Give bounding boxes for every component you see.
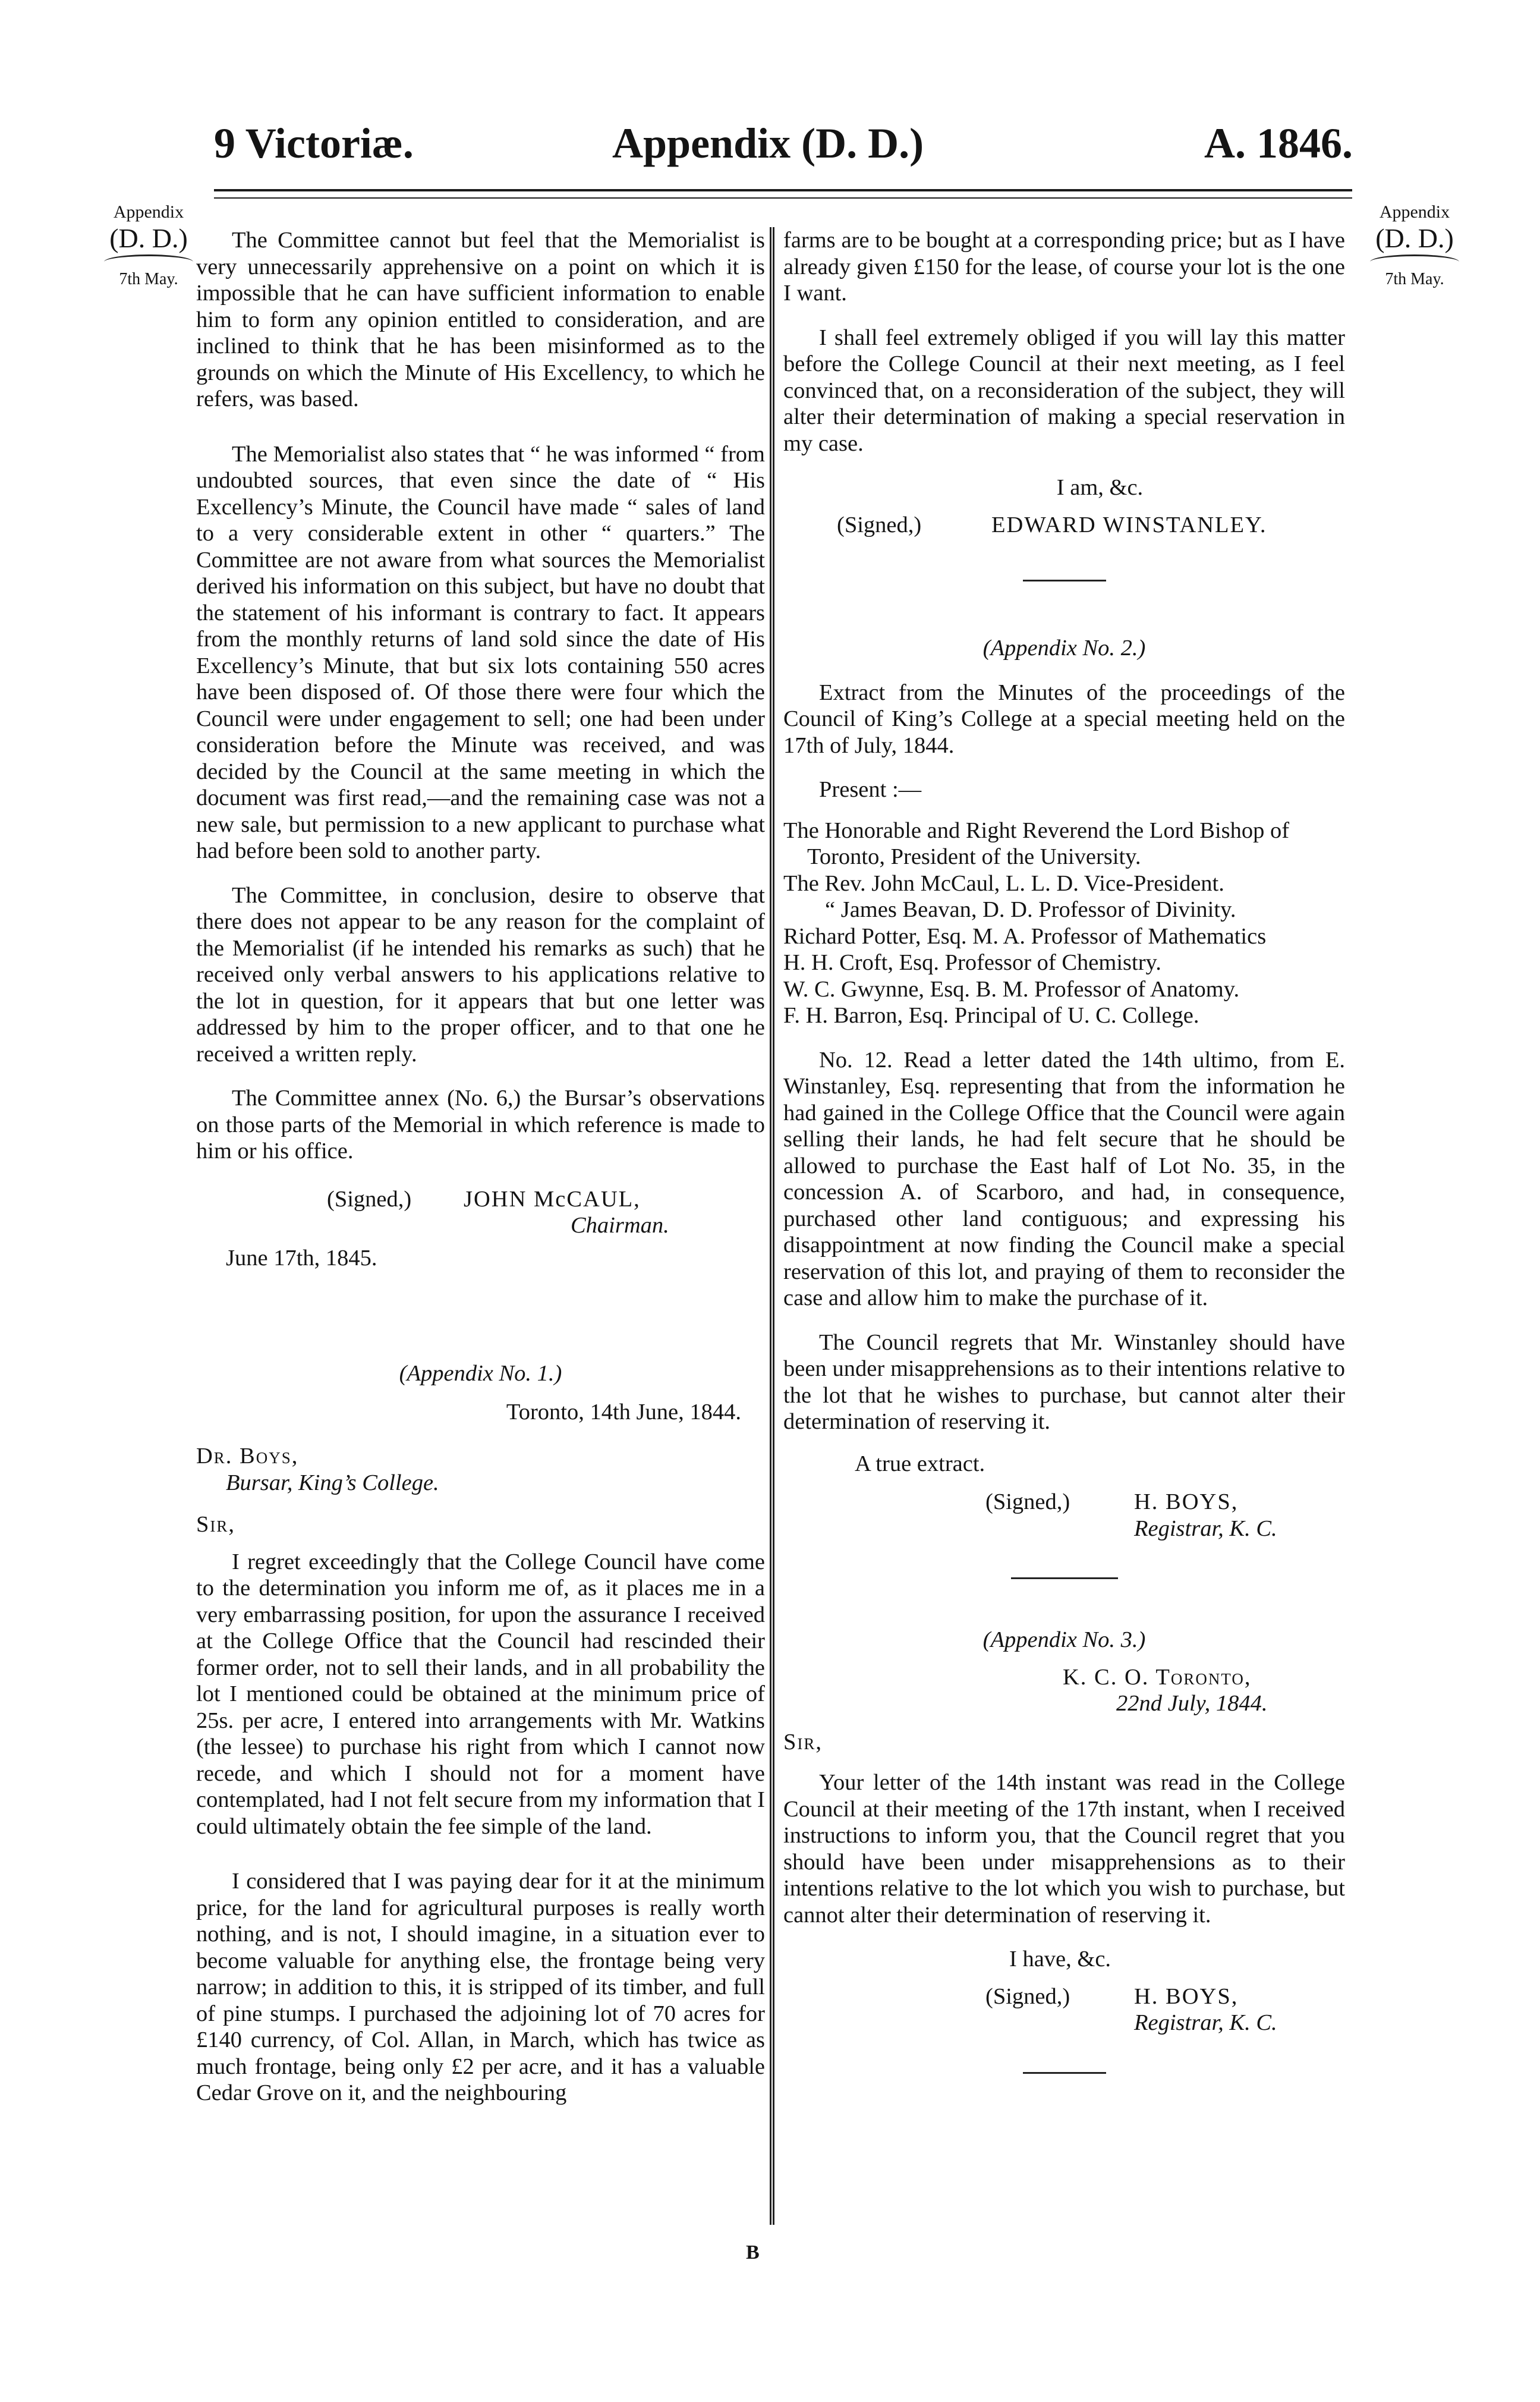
margin-brace-icon	[1370, 254, 1459, 269]
margin-note-ref: (D. D.)	[1375, 223, 1454, 253]
signed-label: (Signed,)	[837, 512, 922, 537]
letter-closing: I have, &c.	[1009, 1947, 1111, 1972]
attendee-item: W. C. Gwynne, Esq. B. M. Professor of Anatomy.	[783, 976, 1240, 1002]
signed-label: (Signed,)	[985, 1489, 1070, 1514]
attendee-item: The Honorable and Right Reverend the Lord Bishop of Toronto, President of the University.	[783, 818, 1290, 869]
addressee-name: Dr. Boys,	[196, 1444, 299, 1469]
appendix-heading-1: (Appendix No. 1.)	[399, 1361, 562, 1386]
margin-brace-icon	[104, 254, 193, 269]
appendix-heading-3: (Appendix No. 3.)	[982, 1627, 1146, 1652]
signature	[1134, 1983, 1277, 2036]
header-year: A. 1846.	[1204, 120, 1353, 167]
margin-note-right	[1355, 202, 1474, 290]
addressee-title: Bursar, King’s College.	[226, 1470, 439, 1495]
minutes-extract-intro: Extract from the Minutes of the proceedings of the Council of King’s College at a special meeting held on the 17th of July, 1844.	[783, 680, 1345, 758]
signed-label: (Signed,)	[327, 1186, 412, 1212]
margin-note-ref: (D. D.)	[109, 223, 188, 253]
letter-place-date: Toronto, 14th June, 1844.	[506, 1399, 741, 1425]
paragraph-council-regret: The Council regrets that Mr. Winstanley should have been under misapprehensions as to their intentions relative to the lot that he wishes to purchase, but cannot alter their determination of reserving it.	[783, 1329, 1345, 1434]
signatory-title: Registrar, K. C.	[1134, 1516, 1277, 1541]
left-column	[196, 227, 765, 2107]
paragraph-farms-continued: farms are to be bought at a corresponding price; but as I have already given £150 for the lease, of course your lot is the one I want.	[783, 228, 1345, 306]
attendee-item: H. H. Croft, Esq. Professor of Chemistry.	[783, 950, 1161, 975]
letter-place: K. C. O. Toronto,	[1063, 1664, 1252, 1690]
paragraph-winstanley-price: I considered that I was paying dear for it at the minimum price, for the land for agricultural purposes is really worth nothing, and is not, I should imagine, in a situation ever to become valuable for anything else, the frontage being very narrow; in addition to this, it is stripped of its timber, and full of pine stumps. I purchased the adjoining lot of 70 acres for £140 currency, of Col. Allan, in March, which has twice as much frontage, being only £2 per acre, and it has a valuable Cedar Grove on it, and the neighbouring	[196, 1869, 765, 2105]
paragraph-winstanley-regret: I regret exceedingly that the College Council have come to the determination you inform me of, as it places me in a very embarrassing position, for upon the assurance I received at the College Office that the Council had rescinded their former order, not to sell their lands, and in all probability the lot I mentioned could be obtained at the minimum price of 25s. per acre, I entered into arrangements with Mr. Watkins (the lessee) to purchase his right from which I cannot now recede, and which I should not for a moment have contemplated, had I not felt secure from my information that I could ultimately obtain the fee simple of the land.	[196, 1549, 765, 1839]
margin-note-label: Appendix	[113, 202, 184, 222]
signature-block-mccaul	[196, 1186, 765, 1239]
paragraph-reply: Your letter of the 14th instant was read in the College Council at their meeting of the 17th instant, when I received instructions to inform you, that the Council regret that you should have been under misapprehensions as to their intentions relative to the lot which you wish to purchase, but cannot alter their determination of reserving it.	[783, 1770, 1345, 1928]
header-title: Appendix (D. D.)	[612, 120, 924, 167]
signed-label: (Signed,)	[985, 1983, 1070, 2009]
paragraph-memorialist-statement: The Memorialist also states that “ he was informed “ from undoubted sources, that even since the date of “ His Excellency’s Minute, the Council have made “ sales of land to a very considerable extent in other “ quarters.” The Committee are not aware from what sources the Memorialist derived his information on this subject, but have no doubt that the statement of his informant is contrary to fact. It appears from the monthly returns of land sold since the date of His Excellency’s Minute, that but six lots containing 550 acres have been disposed of. Of those there were four which the Council were under engagement to sell; one had been under consideration before the Minute was received, and was decided by the Council at the same meeting in which the document was first read,—and the remaining case was not a new sale, but permission to a new applicant to purchase what had before been sold to another party.	[196, 441, 765, 863]
attendee-list	[783, 818, 1345, 1029]
header-rule-thin	[214, 197, 1352, 199]
margin-note-label: Appendix	[1379, 202, 1450, 222]
present-label: Present :—	[819, 777, 922, 802]
margin-note-date: 7th May.	[1385, 270, 1444, 288]
signature	[464, 1186, 669, 1239]
section-divider	[1011, 1577, 1118, 1579]
printer-signature-mark: B	[746, 2241, 760, 2263]
paragraph-minute-no-12: No. 12. Read a letter dated the 14th ultimo, from E. Winstanley, Esq. representing that from the information he had gained in the College Office that the Council were again selling their lands, he had felt secure that he should be allowed to purchase the East half of Lot No. 35, in the concession A. of Scarboro, and had, in consequence, purchased other land contiguous; and expressing his disappointment at now finding the Council make a special reservation of this lot, and praying of them to reconsider the case and allow him to make the purchase of it.	[783, 1047, 1345, 1310]
attendee-item: F. H. Barron, Esq. Principal of U. C. College.	[783, 1003, 1199, 1028]
true-extract-label: A true extract.	[855, 1451, 985, 1476]
attendee-item: “ James Beavan, D. D. Professor of Divinity.	[825, 897, 1236, 922]
column-divider	[770, 227, 774, 2225]
salutation: Sir,	[783, 1729, 823, 1755]
section-divider	[1023, 580, 1106, 581]
paragraph-committee-conclusion: The Committee, in conclusion, desire to observe that there does not appear to be any reason for the complaint of the Memorialist (if he intended his remarks as such) that he received only verbal answers to his applications relative to the lot in question, for it appears that but one letter was addressed by him to the proper officer, and to that one he received a written reply.	[196, 882, 765, 1067]
right-column	[783, 227, 1345, 2074]
signatory-title: Registrar, K. C.	[1134, 2010, 1277, 2035]
signatory-name: JOHN McCAUL,	[464, 1186, 641, 1212]
letter-closing: I am, &c.	[1056, 475, 1144, 500]
letter-date: 22nd July, 1844.	[1116, 1691, 1268, 1716]
margin-note-left	[89, 202, 208, 290]
signature-block-winstanley	[783, 512, 1345, 539]
signature-block-boys-1	[783, 1489, 1345, 1542]
header-rule-thick	[214, 189, 1352, 191]
signature	[1134, 1489, 1277, 1542]
paragraph-request: I shall feel extremely obliged if you will lay this matter before the College Council at their next meeting, as I feel convinced that, on a reconsideration of the subject, they will alter their determination of making a special reservation in my case.	[783, 325, 1345, 456]
paragraph-committee-opinion: The Committee cannot but feel that the Memorialist is very unnecessarily apprehensive on a point on which it is impossible that he can have sufficient information to enable him to form any opinion entitled to consideration, and are inclined to think that he has been misinformed as to the grounds on which the Minute of His Excellency, to which he refers, was based.	[196, 228, 765, 411]
signatory-name: H. BOYS,	[1134, 1489, 1239, 1514]
section-divider	[1023, 2072, 1106, 2074]
signatory-name: EDWARD WINSTANLEY.	[991, 512, 1267, 537]
appendix-heading-2: (Appendix No. 2.)	[982, 636, 1146, 661]
letter-date: June 17th, 1845.	[226, 1245, 377, 1271]
signatory-title: Chairman.	[571, 1213, 669, 1238]
attendee-item: Richard Potter, Esq. M. A. Professor of Mathematics	[783, 923, 1267, 949]
salutation: Sir,	[196, 1512, 236, 1537]
paragraph-bursar-annex: The Committee annex (No. 6,) the Bursar’s observations on those parts of the Memorial in which reference is made to him or his office.	[196, 1086, 765, 1164]
signature-block-boys-2	[783, 1983, 1345, 2036]
attendee-item: The Rev. John McCaul, L. L. D. Vice-President.	[783, 870, 1224, 896]
header-session: 9 Victoriæ.	[214, 120, 414, 167]
signatory-name: H. BOYS,	[1134, 1983, 1239, 2009]
margin-note-date: 7th May.	[119, 270, 178, 288]
